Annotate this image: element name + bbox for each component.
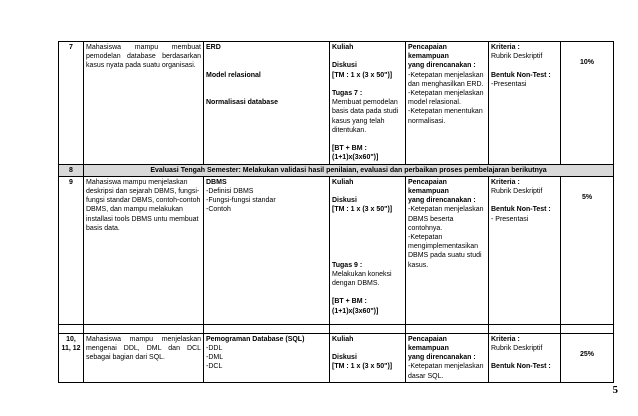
competency-cell: Mahasiswa mampu menjelaskan mengenai DDL, DML dan DCL sebagai bagian dari SQL. (84, 333, 204, 382)
indicator-line: -Ketepatan menjelaskan (408, 363, 484, 371)
method-line: Kuliah (332, 44, 354, 51)
method-line: Tugas 7 : (332, 89, 363, 97)
indicator-line: mengimplementasikan (408, 243, 479, 251)
material-line (206, 80, 327, 89)
criteria-line (491, 196, 558, 205)
week-cell: 8 (59, 164, 84, 176)
method-line (332, 233, 403, 242)
criteria-line: Bentuk Non-Test : (491, 363, 551, 371)
material-line: -DCL (206, 363, 223, 371)
material-line: -Fungsi-fungsi standar (206, 197, 276, 205)
indicator-line: normalisasi. (408, 117, 446, 125)
method-line (332, 251, 403, 260)
method-line: Diskusi (332, 354, 357, 362)
material-line: -Contoh (206, 206, 231, 214)
course-plan-table (58, 41, 614, 383)
material-cell (204, 42, 330, 165)
material-line: Model relasional (206, 71, 261, 79)
criteria-line (491, 353, 558, 362)
method-line (332, 215, 403, 224)
indicator-line: yang direncanakan : (408, 354, 476, 362)
criteria-line (491, 61, 558, 70)
indicator-line: yang direncanakan : (408, 197, 476, 205)
weight-cell: 25% (561, 333, 614, 382)
criteria-line: Kriteria : (491, 44, 520, 51)
indicator-line: yang direncanakan : (408, 62, 476, 70)
material-line: -DDL (206, 345, 223, 352)
criteria-line: Kriteria : (491, 335, 520, 343)
criteria-line: Bentuk Non-Test : (491, 206, 551, 214)
table-row (59, 176, 614, 324)
method-line: [TM : 1 x (3 x 50")] (332, 206, 393, 214)
method-line: dengan DBMS. (332, 279, 380, 287)
method-line: kasus yang telah (332, 117, 385, 125)
indicator-line: -Ketepatan menjelaskan (408, 90, 484, 98)
table-row (59, 42, 614, 165)
week-cell: 9 (59, 176, 84, 324)
method-line: Kuliah (332, 335, 354, 343)
indicator-line: DBMS beserta contohnya. (408, 215, 454, 232)
method-line (332, 80, 403, 89)
criteria-cell (489, 176, 561, 324)
indicator-line: -Ketepatan menjelaskan (408, 206, 484, 214)
indicator-line: -Ketepatan menjelaskan (408, 71, 484, 79)
material-line (206, 61, 327, 70)
material-line: DBMS (206, 178, 227, 186)
table-row (59, 333, 614, 382)
material-line (206, 89, 327, 98)
criteria-line: Rubrik Deskriptif (491, 53, 543, 61)
page-number: 5 (612, 384, 618, 396)
method-line (332, 224, 403, 233)
indicator-line: DBMS pada suatu studi (408, 252, 482, 260)
criteria-line: - Presentasi (491, 215, 529, 223)
material-line (206, 52, 327, 61)
method-line: (1+1)x(3x60")] (332, 307, 379, 315)
criteria-cell (489, 42, 561, 165)
indicator-line: kasus. (408, 261, 429, 269)
competency-cell: Mahasiswa mampu membuat pemodelan database berdasarkan kasus nyata pada suatu organisasi. (84, 42, 204, 165)
indicator-line: -Ketepatan menentukan (408, 108, 483, 116)
indicator-line: dan menghasilkan ERD. (408, 80, 484, 88)
method-line: Membuat pemodelan (332, 99, 398, 107)
criteria-line: Rubrik Deskriptif (491, 345, 543, 352)
method-line: [BT + BM : (332, 145, 367, 153)
method-line: Kuliah (332, 178, 354, 186)
method-line: Diskusi (332, 62, 357, 70)
criteria-line: Bentuk Non-Test : (491, 71, 551, 79)
material-line: -DML (206, 354, 224, 362)
method-line: [TM : 1 x (3 x 50")] (332, 71, 393, 79)
competency-cell: Mahasiswa mampu menjelaskan deskripsi dan sejarah DBMS, fungsi-fungsi standar DBMS, contoh-contoh DBMS, dan mampu melakukan installasi tools DBMS untu membuat basis data. (84, 176, 204, 324)
material-cell (204, 176, 330, 324)
indicator-line: model relasional. (408, 99, 461, 107)
method-line: (1+1)x(3x60")] (332, 154, 379, 162)
method-line (332, 135, 403, 144)
criteria-line: -Presentasi (491, 80, 527, 88)
indicator-cell (406, 176, 489, 324)
method-line: Tugas 9 : (332, 261, 363, 269)
midterm-text: Evaluasi Tengah Semester: Melakukan validasi hasil penilaian, evaluasi dan perbaikan proses pembelajaran berikutnya (84, 164, 614, 176)
material-line: Normalisasi database (206, 99, 278, 107)
indicator-line: dasar SQL. (408, 372, 444, 380)
method-line: Melakukan koneksi (332, 270, 392, 278)
method-line (332, 242, 403, 251)
week-cell: 7 (59, 42, 84, 165)
method-line (332, 187, 403, 196)
criteria-line: Kriteria : (491, 178, 520, 186)
indicator-line: Pencapaian kemampuan (408, 178, 449, 195)
weight-cell: 5% (561, 176, 614, 324)
week-cell: 10, 11, 12 (59, 333, 84, 382)
method-line (332, 344, 403, 353)
method-cell (330, 333, 406, 382)
criteria-cell (489, 333, 561, 382)
material-line: Pemograman Database (SQL) (206, 335, 305, 343)
method-cell (330, 42, 406, 165)
method-cell (330, 176, 406, 324)
material-line: -Definisi DBMS (206, 188, 254, 195)
indicator-line: -Ketepatan (408, 234, 443, 242)
method-line (332, 288, 403, 297)
criteria-line: Rubrik Deskriptif (491, 188, 543, 195)
indicator-cell (406, 333, 489, 382)
method-line: ditentukan. (332, 126, 367, 134)
method-line: [TM : 1 x (3 x 50")] (332, 363, 393, 371)
indicator-line: Pencapaian kemampuan (408, 44, 449, 61)
weight-cell: 10% (561, 42, 614, 165)
midterm-row (59, 164, 614, 176)
method-line: [BT + BM : (332, 298, 367, 306)
method-line (332, 52, 403, 61)
spacer-row (59, 324, 614, 333)
material-line: ERD (206, 44, 221, 51)
indicator-cell (406, 42, 489, 165)
material-cell (204, 333, 330, 382)
method-line: basis data pada studi (332, 108, 399, 116)
method-line: Diskusi (332, 197, 357, 205)
indicator-line: Pencapaian kemampuan (408, 335, 449, 352)
